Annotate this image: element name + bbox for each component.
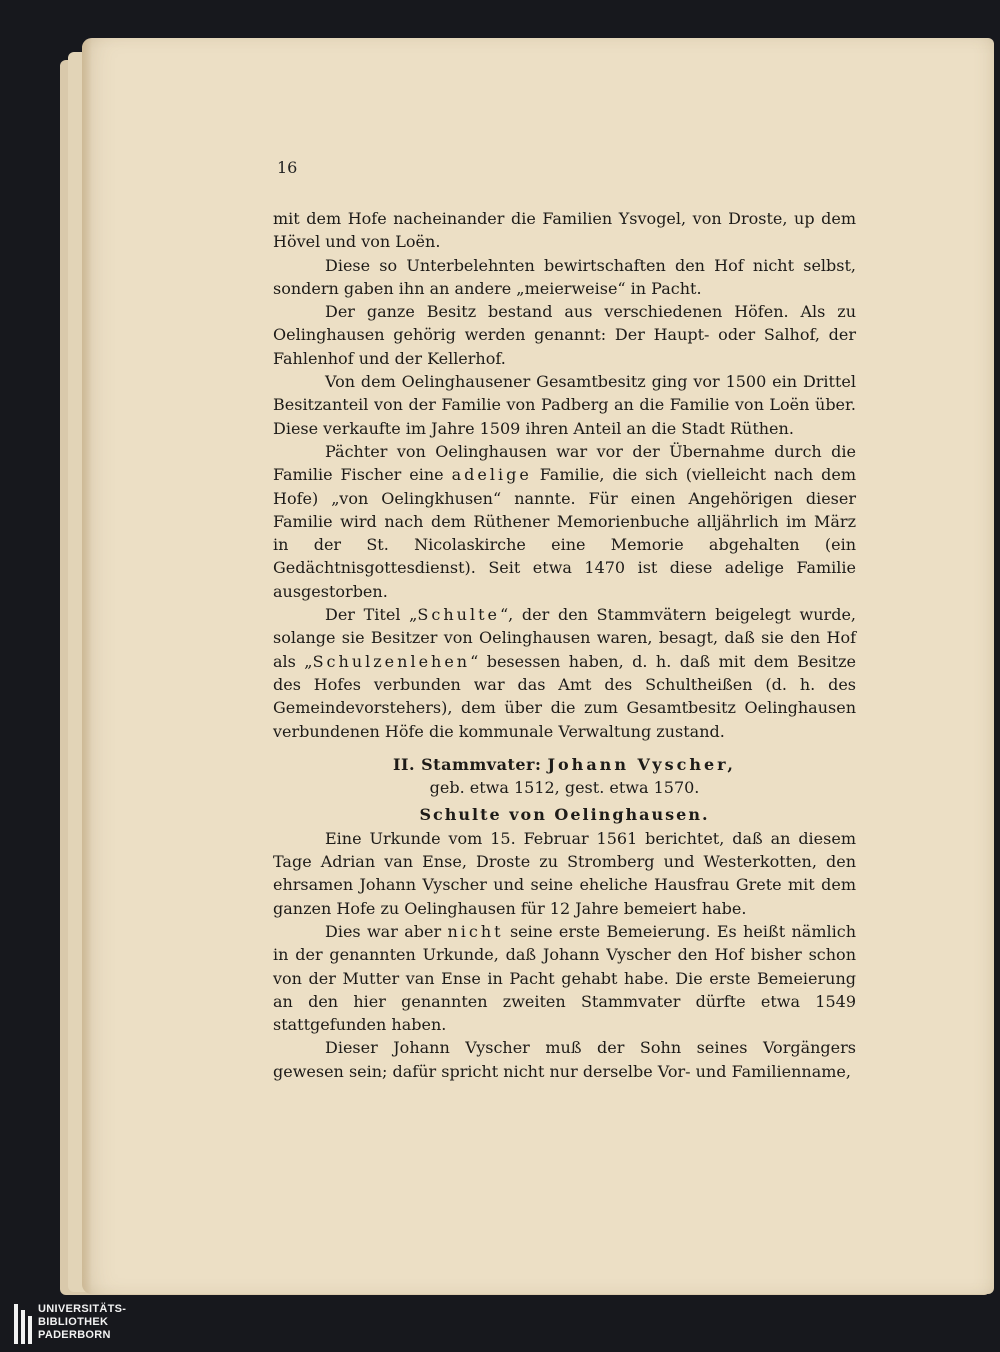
paragraph-4: Von dem Oelinghausener Gesamtbesitz ging vor 1500 ein Drittel Besitzanteil von der Familie von Padberg an die Familie von Loën über. Diese verkaufte im Jahre 1509 ihren Anteil an die Stadt Rüthen. xyxy=(273,372,856,438)
paragraph-6-text-a: Der Titel „ xyxy=(325,605,418,625)
body-text xyxy=(273,207,856,1083)
logo-line-3: PADERBORN xyxy=(38,1329,111,1341)
paragraph-8-emphasis: nicht xyxy=(447,921,504,941)
paragraph-6-emphasis-1: Schulte xyxy=(417,605,500,625)
paragraph-5-text-c: Familie, die sich (vielleicht nach dem Hofe) „von Oelingkhusen“ nannte. Für einen Angehörigen dieser Familie wird nach dem Rüthener Memorienbuche alljährlich im März in der St. Nicolaskirche eine Memorie abgehalten (ein Gedächtnisgottesdienst). Seit etwa 1470 ist diese adelige Familie ausgestorben. xyxy=(273,465,856,601)
logo-line-1: UNIVERSITÄTS- xyxy=(38,1303,127,1315)
paragraph-6-text-e: “ besessen haben, d. h. daß mit dem Besitze des Hofes verbunden war das Amt des Schultheißen (d. h. des Gemeindevorstehers), dem über die zum Gesamtbesitz Oelinghausen verbundenen Höfe die kommunale Verwaltung zustand. xyxy=(273,651,856,741)
paragraph-6-text-c: “, der den Stammvätern beigelegt wurde, solange sie Besitzer von Oelinghausen waren, besagt, daß sie den Hof als „ xyxy=(273,605,856,671)
section-heading xyxy=(273,753,856,776)
paragraph-9: Dieser Johann Vyscher muß der Sohn seines Vorgängers gewesen sein; dafür spricht nicht nur derselbe Vor- und Familienname, xyxy=(273,1038,856,1081)
paragraph-8 xyxy=(273,920,856,1036)
section-heading-name: Johann Vyscher, xyxy=(547,754,736,774)
paragraph-8-text-a: Dies war aber xyxy=(325,921,448,941)
paragraph-1: mit dem Hofe nacheinander die Familien Ysvogel, von Droste, up dem Hövel und von Loën. xyxy=(273,209,856,252)
paragraph-5 xyxy=(273,440,856,603)
page-number: 16 xyxy=(277,158,298,177)
library-logo-mark xyxy=(14,1304,32,1344)
paragraph-8-text-c: seine erste Bemeierung. Es heißt nämlich in der genannten Urkunde, daß Johann Vyscher den Hof bisher schon von der Mutter van Ense in Pacht gehabt habe. Die erste Bemeierung an den hier genannten zweiten Stammvater dürfte etwa 1549 stattgefunden haben. xyxy=(273,921,856,1035)
library-logo-text xyxy=(38,1303,126,1342)
paragraph-6-emphasis-2: Schulzenlehen xyxy=(312,651,471,671)
paragraph-5-text-a: Pächter von Oelinghausen war vor der Übernahme durch die Familie Fischer eine xyxy=(273,441,856,485)
binding-edge xyxy=(82,38,92,1294)
paragraph-2: Diese so Unterbelehnten bewirtschaften den Hof nicht selbst, sondern gaben ihn an andere „meierweise“ in Pacht. xyxy=(273,255,856,298)
section-heading-prefix: II. Stammvater: xyxy=(393,754,548,774)
paragraph-3: Der ganze Besitz bestand aus verschiedenen Höfen. Als zu Oelinghausen gehörig werden genannt: Der Haupt- oder Salhof, der Fahlenhof und der Kellerhof. xyxy=(273,302,856,368)
logo-line-2: BIBLIOTHEK xyxy=(38,1316,109,1328)
paragraph-7: Eine Urkunde vom 15. Februar 1561 berichtet, daß an diesem Tage Adrian van Ense, Droste zu Stromberg und Westerkotten, den ehrsamen Johann Vyscher und seine eheliche Hausfrau Grete mit dem ganzen Hofe zu Oelinghausen für 12 Jahre bemeiert habe. xyxy=(273,828,856,918)
section-subheading-dates: geb. etwa 1512, gest. etwa 1570. xyxy=(429,778,700,798)
paragraph-5-emphasis: adelige xyxy=(451,465,532,485)
paragraph-6 xyxy=(273,603,856,743)
library-logo xyxy=(14,1303,126,1344)
section-subheading-title: Schulte von Oelinghausen. xyxy=(419,805,710,825)
